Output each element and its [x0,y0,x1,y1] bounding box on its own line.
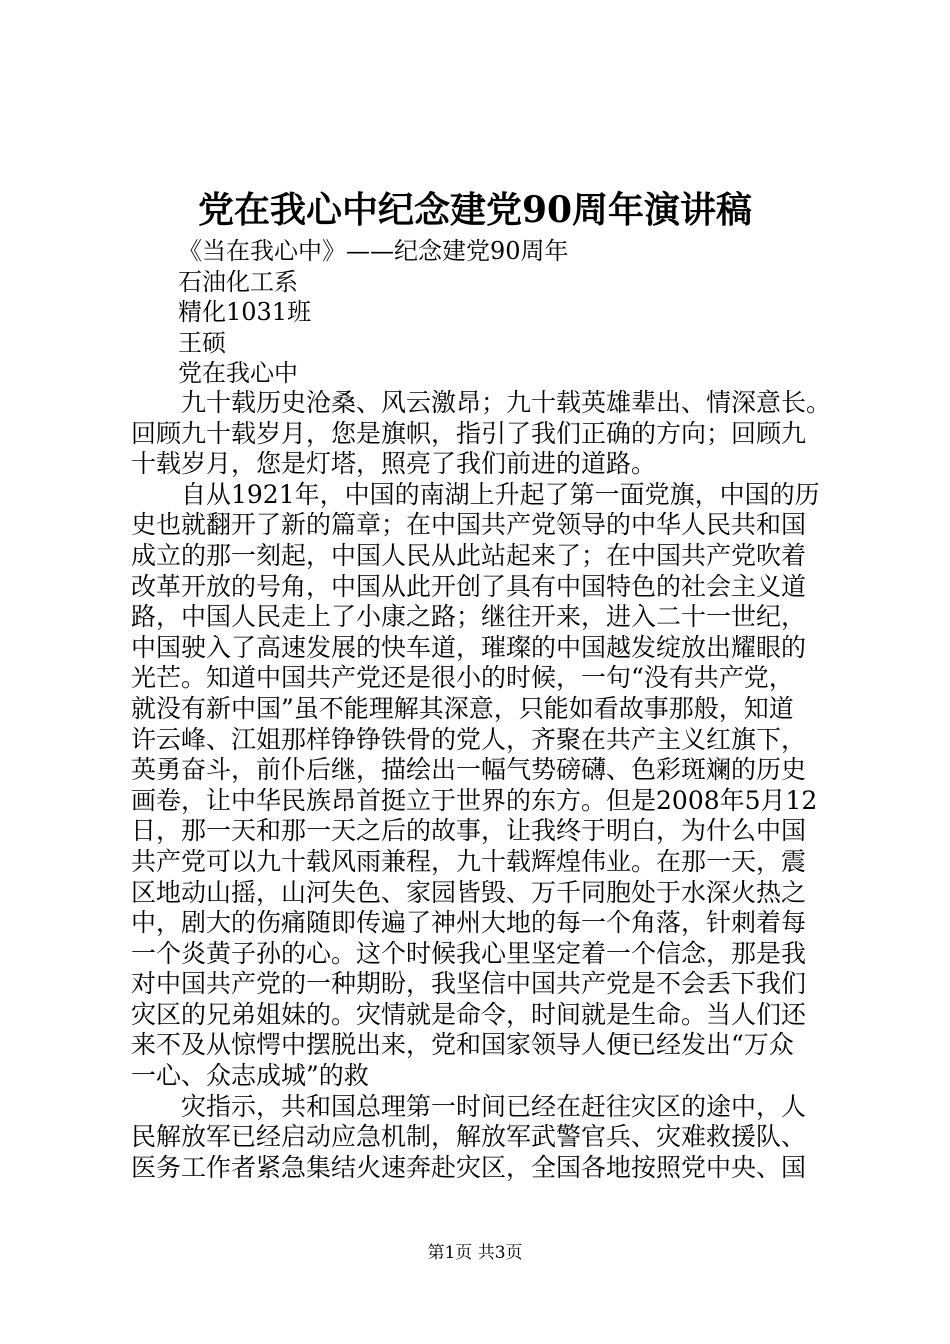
body-line: 一心、众志成城”的救 [131,1061,369,1091]
subtitle-line: 《当在我心中》——纪念建党90周年 [178,237,569,265]
header-block [178,236,878,389]
body-line: 英勇奋斗，前仆后继，描绘出一幅气势磅礴、色彩斑斓的历史 [131,755,807,785]
page-footer: 第1页 共3页 [427,1243,523,1263]
body-line: 画卷，让中华民族昂首挺立于世界的东方。但是2008年5月12 [131,785,818,815]
body-text [131,388,861,1183]
body-line: 区地动山摇，山河失色、家园皆毁、万千同胞处于水深火热之 [131,877,807,907]
body-line: 改革开放的号角，中国从此开创了具有中国特色的社会主义道 [131,571,807,601]
body-line: 共产党可以九十载风雨兼程，九十载辉煌伟业。在那一天，震 [131,846,807,876]
body-line: 灾区的兄弟姐妹的。灾情就是命令，时间就是生命。当人们还 [131,999,807,1029]
body-line: 回顾九十载岁月，您是旗帜，指引了我们正确的方向；回顾九 [131,418,807,448]
body-line: 就没有新中国”虽不能理解其深意，只能如看故事那般，知道 [131,693,794,723]
body-line: 中，剧大的伤痛随即传遍了神州大地的每一个角落，针刺着每 [131,908,807,938]
body-line: 医务工作者紧急集结火速奔赴灾区，全国各地按照党中央、国 [131,1152,807,1182]
body-line: 史也就翻开了新的篇章；在中国共产党领导的中华人民共和国 [131,510,807,540]
body-line: 九十载历史沧桑、风云激昂；九十载英雄辈出、情深意长。 [181,388,832,417]
body-line: 自从1921年，中国的南湖上升起了第一面党旗，中国的历 [181,479,820,509]
department-line: 石油化工系 [178,267,298,296]
class-line: 精化1031班 [178,298,312,326]
body-line: 灾指示，共和国总理第一时间已经在赶往灾区的途中，人 [181,1091,807,1121]
body-line: 成立的那一刻起，中国人民从此站起来了；在中国共产党吹着 [131,540,807,570]
body-line: 日，那一天和那一天之后的故事，让我终于明白，为什么中国 [131,816,807,846]
body-line: 对中国共产党的一种期盼，我坚信中国共产党是不会丢下我们 [131,969,807,999]
body-line: 十载岁月，您是灯塔，照亮了我们前进的道路。 [131,449,657,479]
body-line: 民解放军已经启动应急机制，解放军武警官兵、灾难救援队、 [131,1122,807,1152]
body-line: 光芒。知道中国共产党还是很小的时候，一句“没有共产党， [131,663,794,693]
body-line: 一个炎黄子孙的心。这个时候我心里坚定着一个信念，那是我 [131,938,807,968]
document-title: 党在我心中纪念建党90周年演讲稿 [197,189,753,231]
body-line: 路，中国人民走上了小康之路；继往开来，进入二十一世纪， [131,602,807,632]
section-heading: 党在我心中 [178,359,298,387]
body-line: 许云峰、江姐那样铮铮铁骨的党人，齐聚在共产主义红旗下， [131,724,807,754]
body-line: 来不及从惊愕中摆脱出来，党和国家领导人便已经发出“万众 [131,1030,794,1060]
body-line: 中国驶入了高速发展的快车道，璀璨的中国越发绽放出耀眼的 [131,632,807,662]
author-line: 王硕 [178,328,226,357]
